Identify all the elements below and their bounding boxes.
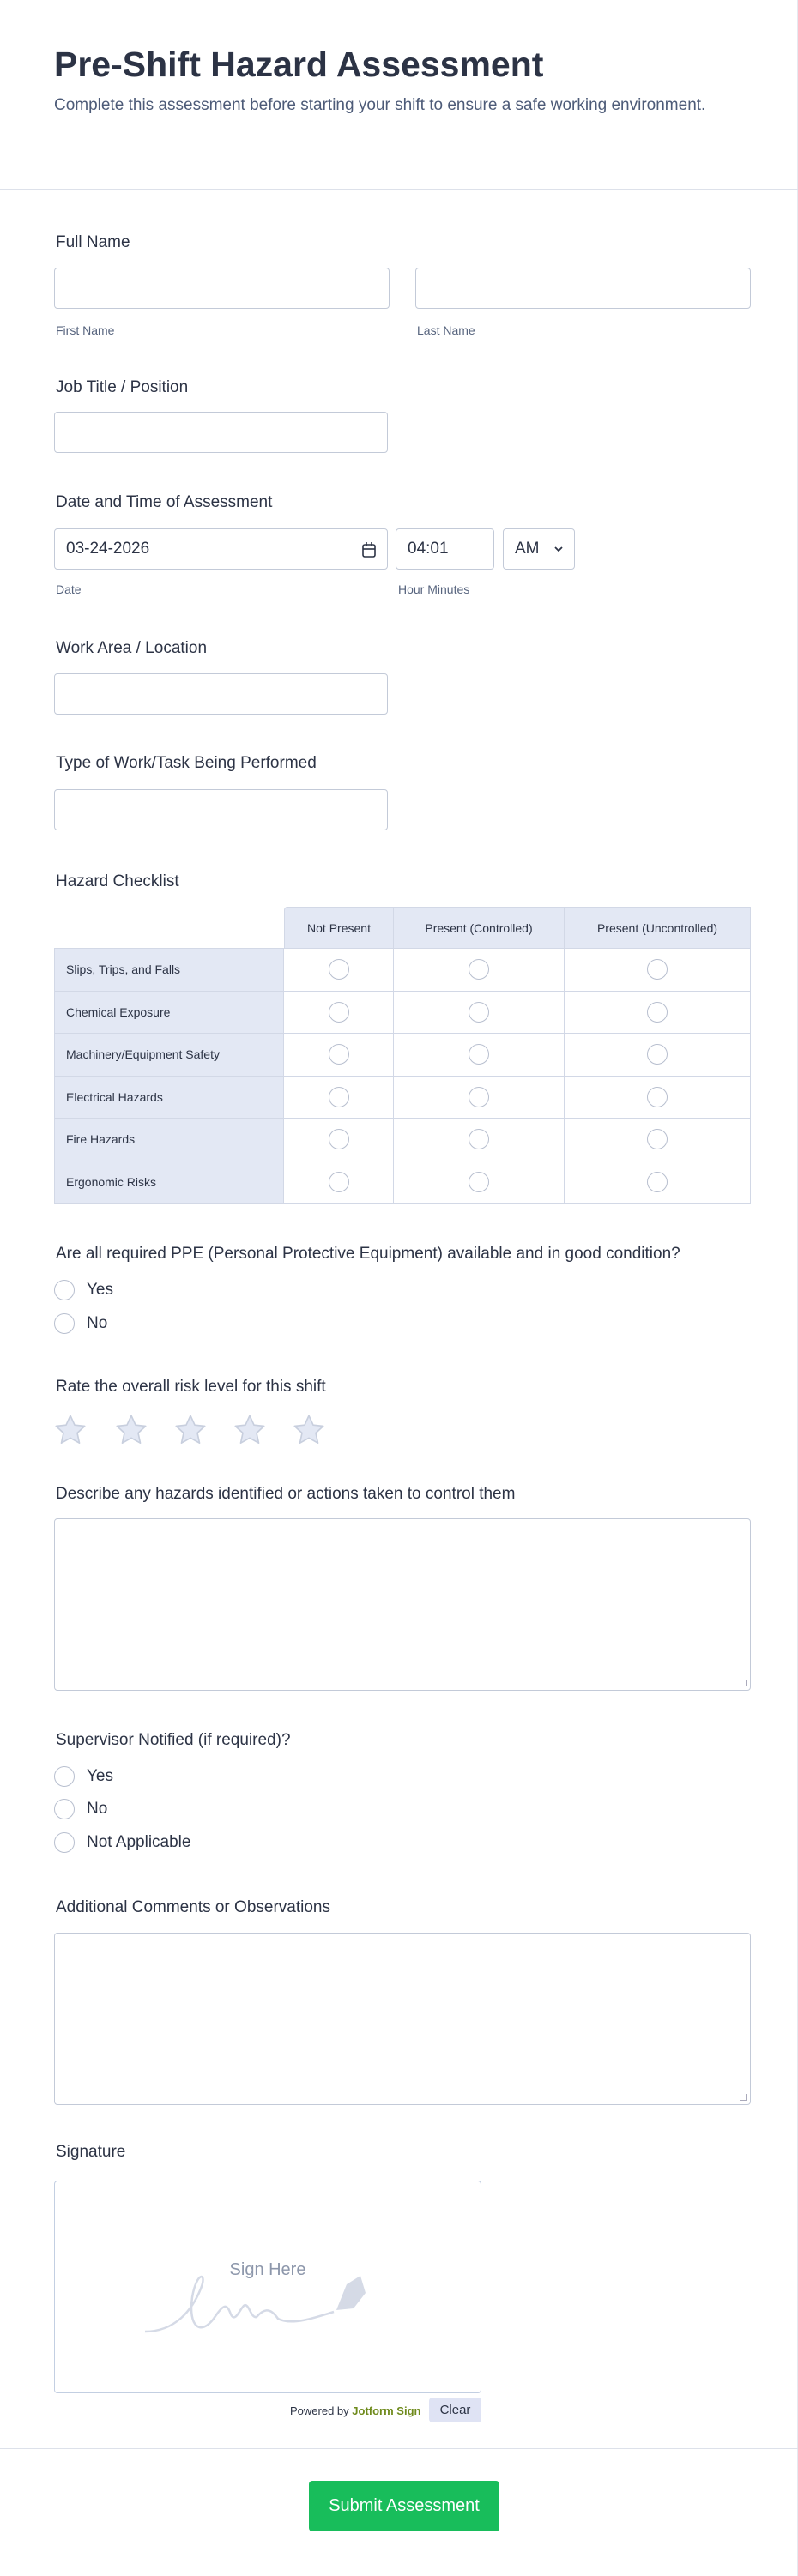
radio-cell[interactable] bbox=[565, 992, 751, 1035]
table-row bbox=[54, 1077, 751, 1119]
radio-button[interactable] bbox=[469, 1044, 489, 1065]
last-name-input[interactable] bbox=[415, 268, 751, 309]
time-input[interactable] bbox=[396, 528, 494, 570]
job-title-input[interactable] bbox=[54, 412, 388, 453]
full-name-label: Full Name bbox=[56, 233, 130, 251]
row-label: Fire Hazards bbox=[54, 1119, 284, 1161]
radio-cell[interactable] bbox=[394, 1034, 565, 1077]
star-icon[interactable] bbox=[233, 1413, 267, 1447]
radio-button[interactable] bbox=[329, 959, 349, 980]
column-header: Present (Uncontrolled) bbox=[565, 907, 751, 949]
star-icon[interactable] bbox=[292, 1413, 326, 1447]
column-header: Present (Controlled) bbox=[394, 907, 565, 949]
date-sublabel: Date bbox=[56, 582, 82, 596]
date-input[interactable] bbox=[54, 528, 388, 570]
ppe-option-no[interactable] bbox=[54, 1313, 107, 1334]
radio-button[interactable] bbox=[647, 1044, 668, 1065]
form-subtitle: Complete this assessment before starting your shift to ensure a safe working environment. bbox=[54, 96, 706, 114]
time-sublabel: Hour Minutes bbox=[398, 582, 470, 596]
option-label: Yes bbox=[87, 1281, 113, 1299]
radio-cell[interactable] bbox=[394, 949, 565, 992]
ppe-option-yes[interactable] bbox=[54, 1280, 113, 1300]
ampm-value: AM bbox=[515, 540, 540, 558]
radio-button[interactable] bbox=[54, 1799, 75, 1819]
work-area-input[interactable] bbox=[54, 673, 388, 715]
radio-button[interactable] bbox=[469, 1172, 489, 1192]
table-row bbox=[54, 1034, 751, 1077]
table-row bbox=[54, 949, 751, 992]
radio-cell[interactable] bbox=[565, 1119, 751, 1161]
star-icon[interactable] bbox=[53, 1413, 88, 1447]
radio-cell[interactable] bbox=[284, 1119, 394, 1161]
radio-cell[interactable] bbox=[284, 1077, 394, 1119]
radio-cell[interactable] bbox=[394, 1161, 565, 1204]
column-header: Not Present bbox=[284, 907, 394, 949]
time-value: 04:01 bbox=[408, 540, 449, 558]
footer-divider bbox=[0, 2448, 798, 2449]
supervisor-option-na[interactable] bbox=[54, 1832, 190, 1853]
radio-button[interactable] bbox=[54, 1766, 75, 1787]
ampm-select[interactable] bbox=[503, 528, 575, 570]
radio-button[interactable] bbox=[647, 1129, 668, 1149]
option-label: No bbox=[87, 1314, 108, 1332]
calendar-icon[interactable] bbox=[361, 541, 377, 558]
radio-button[interactable] bbox=[329, 1129, 349, 1149]
supervisor-option-no[interactable] bbox=[54, 1799, 107, 1819]
star-icon[interactable] bbox=[173, 1413, 208, 1447]
submit-button[interactable]: Submit Assessment bbox=[309, 2481, 499, 2531]
radio-button[interactable] bbox=[647, 959, 668, 980]
radio-button[interactable] bbox=[647, 1002, 668, 1023]
radio-cell[interactable] bbox=[565, 1161, 751, 1204]
checklist-label: Hazard Checklist bbox=[56, 872, 179, 890]
radio-cell[interactable] bbox=[565, 1077, 751, 1119]
radio-cell[interactable] bbox=[284, 1034, 394, 1077]
radio-button[interactable] bbox=[647, 1087, 668, 1107]
chevron-down-icon bbox=[553, 546, 564, 552]
row-label: Chemical Exposure bbox=[54, 992, 284, 1035]
radio-cell[interactable] bbox=[284, 992, 394, 1035]
header-divider bbox=[0, 189, 798, 190]
radio-button[interactable] bbox=[329, 1087, 349, 1107]
task-input[interactable] bbox=[54, 789, 388, 830]
option-label: No bbox=[87, 1800, 108, 1818]
radio-button[interactable] bbox=[54, 1280, 75, 1300]
row-label: Machinery/Equipment Safety bbox=[54, 1034, 284, 1077]
radio-cell[interactable] bbox=[565, 1034, 751, 1077]
comments-textarea[interactable] bbox=[54, 1933, 751, 2105]
radio-button[interactable] bbox=[54, 1832, 75, 1853]
radio-cell[interactable] bbox=[284, 949, 394, 992]
resize-handle[interactable] bbox=[740, 2094, 747, 2101]
datetime-label: Date and Time of Assessment bbox=[56, 493, 273, 511]
jotform-sign-brand: Jotform Sign bbox=[352, 2404, 421, 2417]
last-name-sublabel: Last Name bbox=[417, 323, 475, 337]
star-icon[interactable] bbox=[114, 1413, 148, 1447]
supervisor-label: Supervisor Notified (if required)? bbox=[56, 1731, 291, 1749]
radio-cell[interactable] bbox=[394, 1077, 565, 1119]
supervisor-option-yes[interactable] bbox=[54, 1766, 113, 1787]
radio-button[interactable] bbox=[469, 959, 489, 980]
job-title-label: Job Title / Position bbox=[56, 378, 189, 396]
resize-handle[interactable] bbox=[740, 1680, 747, 1686]
describe-label: Describe any hazards identified or actions taken to control them bbox=[56, 1485, 516, 1503]
form-title: Pre-Shift Hazard Assessment bbox=[54, 45, 544, 84]
radio-button[interactable] bbox=[54, 1313, 75, 1334]
work-area-label: Work Area / Location bbox=[56, 639, 208, 657]
row-label: Ergonomic Risks bbox=[54, 1161, 284, 1204]
radio-button[interactable] bbox=[329, 1002, 349, 1023]
radio-button[interactable] bbox=[469, 1129, 489, 1149]
ppe-label: Are all required PPE (Personal Protective Equipment) available and in good condition? bbox=[56, 1245, 680, 1263]
describe-textarea[interactable] bbox=[54, 1518, 751, 1691]
radio-button[interactable] bbox=[329, 1172, 349, 1192]
radio-cell[interactable] bbox=[394, 992, 565, 1035]
first-name-sublabel: First Name bbox=[56, 323, 115, 337]
clear-signature-button[interactable]: Clear bbox=[429, 2398, 481, 2422]
rating-label: Rate the overall risk level for this shift bbox=[56, 1378, 326, 1396]
radio-button[interactable] bbox=[469, 1002, 489, 1023]
radio-button[interactable] bbox=[647, 1172, 668, 1192]
radio-button[interactable] bbox=[469, 1087, 489, 1107]
radio-cell[interactable] bbox=[284, 1161, 394, 1204]
signature-label: Signature bbox=[56, 2143, 126, 2161]
first-name-input[interactable] bbox=[54, 268, 390, 309]
radio-button[interactable] bbox=[329, 1044, 349, 1065]
table-row bbox=[54, 1119, 751, 1161]
hazard-checklist-table bbox=[54, 907, 751, 1204]
signature-pad[interactable] bbox=[54, 2181, 481, 2393]
powered-by-text: Powered by bbox=[290, 2404, 349, 2417]
comments-label: Additional Comments or Observations bbox=[56, 1898, 330, 1916]
table-row bbox=[54, 992, 751, 1035]
row-label: Slips, Trips, and Falls bbox=[54, 949, 284, 992]
task-label: Type of Work/Task Being Performed bbox=[56, 754, 317, 772]
sign-here-placeholder: Sign Here bbox=[229, 2260, 306, 2279]
option-label: Yes bbox=[87, 1767, 113, 1785]
row-label: Electrical Hazards bbox=[54, 1077, 284, 1119]
table-row bbox=[54, 1161, 751, 1204]
date-value: 03-24-2026 bbox=[66, 540, 150, 558]
option-label: Not Applicable bbox=[87, 1833, 191, 1851]
corner-cell bbox=[54, 907, 284, 949]
powered-by bbox=[290, 2404, 420, 2417]
radio-cell[interactable] bbox=[565, 949, 751, 992]
radio-cell[interactable] bbox=[394, 1119, 565, 1161]
